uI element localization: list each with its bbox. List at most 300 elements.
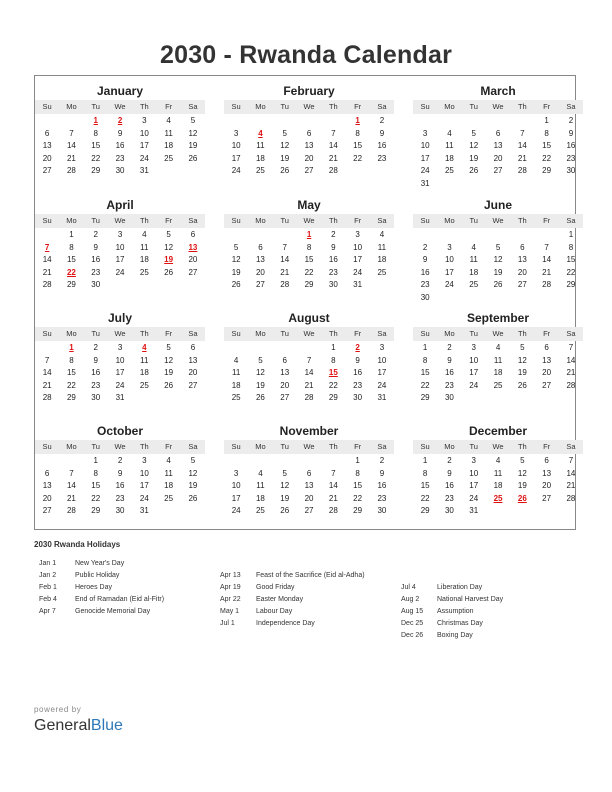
day-cell: 22 (353, 153, 363, 163)
day-cell: 5 (233, 242, 239, 252)
weekday-header (413, 214, 583, 228)
empty-cell (486, 229, 510, 242)
holiday-day: 2 (117, 116, 123, 125)
month-march (413, 82, 583, 191)
day-cell: 8 (93, 468, 98, 478)
day-cell: 8 (69, 242, 74, 252)
weekday-label: Sa (188, 329, 198, 338)
day-cell: 29 (542, 166, 552, 176)
day-cell: 16 (444, 481, 454, 491)
day-cell: 19 (255, 380, 265, 390)
day-cell: 28 (42, 280, 52, 290)
holiday-date: Dec 25 (401, 620, 424, 627)
day-cell: 27 (42, 166, 52, 176)
day-cell: 6 (495, 128, 501, 138)
empty-cell (321, 455, 345, 468)
day-cell: 1 (69, 230, 74, 239)
day-cell: 24 (115, 267, 125, 277)
day-cell: 12 (188, 468, 198, 478)
day-cell: 29 (566, 280, 576, 290)
day-cell: 9 (422, 255, 428, 265)
day-cell: 2 (93, 230, 98, 239)
day-cell: 29 (91, 506, 101, 516)
weekday-label: Th (517, 216, 527, 225)
day-cell: 5 (471, 128, 476, 138)
day-cell: 19 (188, 481, 198, 491)
holiday-day: 1 (69, 343, 74, 352)
weekday-label: Mo (66, 329, 77, 338)
day-cell: 9 (117, 128, 123, 138)
holiday-date: Aug 15 (401, 608, 424, 615)
day-cell: 29 (353, 506, 363, 516)
weekday-header (35, 327, 205, 341)
holiday-column (39, 558, 164, 618)
day-cell: 21 (42, 267, 52, 277)
month-name: April (106, 198, 134, 212)
day-cell: 30 (91, 280, 101, 290)
day-cell: 15 (353, 481, 363, 491)
day-cell: 5 (258, 355, 263, 365)
day-cell: 24 (231, 506, 241, 516)
holiday-name: End of Ramadan (Eid al-Fitr) (75, 596, 165, 603)
weekday-label: Fr (543, 329, 551, 338)
day-cell: 24 (139, 153, 149, 163)
holiday-name: Good Friday (256, 584, 295, 591)
day-cell: 25 (493, 380, 503, 390)
day-cell: 17 (115, 255, 125, 265)
day-cell: 28 (328, 506, 338, 516)
weekday-label: We (492, 442, 504, 451)
day-cell: 12 (517, 355, 527, 365)
day-cell: 16 (566, 141, 576, 151)
day-cell: 16 (444, 368, 454, 378)
day-cell: 11 (445, 141, 454, 151)
empty-cell (248, 115, 272, 128)
holiday-day: 1 (306, 230, 312, 239)
day-cell: 5 (520, 456, 525, 465)
day-cell: 30 (353, 393, 363, 403)
day-cell: 5 (190, 116, 196, 125)
day-cell: 12 (469, 141, 479, 151)
day-cell: 20 (493, 153, 503, 163)
month-name: November (279, 424, 339, 438)
day-cell: 26 (164, 267, 174, 277)
weekday-label: Mo (66, 216, 77, 225)
day-cell: 5 (166, 230, 171, 239)
day-cell: 2 (331, 230, 336, 239)
empty-cell (35, 229, 59, 242)
day-cell: 5 (166, 343, 171, 352)
day-cell: 15 (91, 141, 101, 151)
holiday-name: Easter Monday (256, 596, 304, 603)
day-cell: 13 (304, 141, 314, 151)
day-cell: 22 (66, 380, 76, 390)
day-cell: 9 (379, 468, 385, 478)
day-cell: 19 (164, 368, 174, 378)
day-cell: 9 (93, 355, 98, 365)
weekday-label: We (492, 329, 504, 338)
empty-cell (273, 229, 297, 242)
day-cell: 7 (331, 128, 336, 138)
day-cell: 21 (304, 380, 314, 390)
day-cell: 3 (233, 468, 239, 478)
day-cell: 25 (444, 166, 454, 176)
day-cell: 30 (566, 166, 576, 176)
day-cell: 4 (258, 468, 263, 478)
day-cell: 24 (469, 493, 479, 503)
weekday-label: Su (420, 102, 430, 111)
day-cell: 23 (444, 493, 454, 503)
day-cell: 31 (115, 393, 125, 403)
day-cell: 5 (190, 456, 196, 465)
day-cell: 11 (140, 242, 149, 252)
day-cell: 28 (566, 380, 576, 390)
day-cell: 27 (42, 506, 52, 516)
day-cell: 17 (139, 141, 149, 151)
day-cell: 17 (444, 267, 454, 277)
day-cell: 6 (258, 242, 263, 252)
empty-cell (297, 115, 321, 128)
weekday-label: Mo (444, 329, 455, 338)
holiday-name: Heroes Day (75, 584, 112, 591)
holiday-date: Aug 2 (401, 596, 420, 603)
day-cell: 29 (420, 506, 430, 516)
holiday-day: 26 (517, 493, 527, 503)
day-cell: 8 (422, 468, 428, 478)
day-cell: 4 (142, 230, 147, 239)
day-cell: 25 (469, 280, 479, 290)
empty-cell (248, 229, 272, 242)
day-cell: 6 (544, 343, 549, 352)
day-cell: 10 (469, 355, 479, 365)
day-cell: 19 (280, 493, 290, 503)
holiday-day: 4 (258, 128, 263, 138)
holiday-row (401, 606, 503, 618)
day-cell: 25 (164, 493, 174, 503)
weekday-label: We (303, 102, 315, 111)
weekday-label: Fr (354, 216, 362, 225)
day-cell: 8 (422, 355, 428, 365)
weekday-header (413, 440, 583, 454)
holiday-row (401, 582, 503, 594)
day-cell: 19 (469, 153, 479, 163)
day-cell: 4 (233, 355, 239, 365)
day-cell: 14 (517, 141, 527, 151)
powered-by-text: powered by (34, 705, 82, 714)
empty-cell (59, 115, 83, 128)
day-cell: 17 (469, 481, 479, 491)
holiday-date: Jul 4 (401, 584, 416, 591)
day-cell: 25 (164, 153, 174, 163)
day-cell: 24 (469, 380, 479, 390)
weekday-label: Tu (469, 329, 478, 338)
holiday-day: 1 (93, 116, 98, 125)
day-cell: 10 (231, 481, 241, 491)
day-cell: 14 (566, 355, 576, 365)
day-cell: 3 (117, 230, 123, 239)
weekday-label: Su (420, 329, 430, 338)
weekday-label: Sa (566, 216, 576, 225)
day-cell: 19 (517, 481, 527, 491)
day-cell: 24 (444, 280, 454, 290)
day-cell: 31 (139, 166, 149, 176)
weekday-label: Mo (66, 442, 77, 451)
weekday-label: Mo (444, 442, 455, 451)
holiday-day: 1 (355, 116, 360, 125)
weekday-label: Th (517, 442, 527, 451)
day-cell: 10 (377, 355, 387, 365)
weekday-label: Tu (280, 216, 289, 225)
day-cell: 2 (379, 456, 385, 465)
day-cell: 10 (444, 255, 454, 265)
weekday-label: Sa (188, 442, 198, 451)
weekday-label: Mo (255, 102, 266, 111)
empty-cell (297, 342, 321, 355)
holiday-row (39, 570, 164, 582)
weekday-label: Th (517, 329, 527, 338)
day-cell: 30 (444, 506, 454, 516)
day-cell: 22 (328, 380, 338, 390)
day-cell: 12 (493, 255, 503, 265)
day-cell: 13 (188, 355, 198, 365)
day-cell: 9 (93, 242, 98, 252)
day-cell: 10 (139, 468, 149, 478)
holiday-column (401, 582, 503, 642)
month-february (224, 82, 394, 178)
day-cell: 25 (231, 393, 241, 403)
day-cell: 2 (379, 116, 385, 125)
day-cell: 15 (353, 141, 363, 151)
day-cell: 17 (231, 153, 241, 163)
empty-cell (510, 229, 534, 242)
holiday-date: Apr 13 (220, 572, 241, 579)
holiday-day: 4 (142, 343, 147, 352)
weekday-label: Mo (255, 216, 266, 225)
day-cell: 8 (93, 128, 98, 138)
month-name: March (480, 84, 516, 98)
day-cell: 28 (66, 506, 76, 516)
weekday-label: Sa (377, 442, 387, 451)
day-cell: 13 (517, 255, 527, 265)
month-september (413, 309, 583, 405)
weekday-label: Sa (566, 442, 576, 451)
holiday-day: 25 (493, 493, 503, 503)
day-cell: 16 (377, 481, 387, 491)
day-cell: 16 (353, 368, 363, 378)
weekday-label: Mo (66, 102, 77, 111)
day-cell: 25 (255, 166, 265, 176)
month-december (413, 422, 583, 518)
day-cell: 4 (379, 230, 385, 239)
day-cell: 26 (188, 153, 198, 163)
day-cell: 15 (66, 255, 76, 265)
day-cell: 26 (280, 506, 290, 516)
empty-cell (224, 229, 248, 242)
day-cell: 20 (42, 153, 52, 163)
day-cell: 21 (517, 153, 527, 163)
empty-cell (35, 115, 59, 128)
weekday-label: Tu (280, 102, 289, 111)
day-cell: 6 (306, 128, 312, 138)
empty-cell (35, 455, 59, 468)
day-cell: 1 (93, 456, 98, 465)
empty-cell (248, 455, 272, 468)
weekday-label: Sa (377, 329, 387, 338)
day-cell: 2 (117, 456, 123, 465)
day-cell: 11 (377, 242, 387, 252)
holiday-row (220, 582, 365, 594)
weekday-label: We (303, 329, 315, 338)
day-cell: 8 (544, 128, 549, 138)
day-cell: 8 (568, 242, 574, 252)
empty-cell (59, 455, 83, 468)
weekday-label: Tu (469, 216, 478, 225)
weekday-label: Th (328, 329, 338, 338)
weekday-label: Fr (165, 216, 173, 225)
day-cell: 16 (91, 368, 101, 378)
day-cell: 7 (306, 355, 312, 365)
weekday-label: Tu (280, 442, 289, 451)
holiday-row (39, 558, 164, 570)
weekday-label: Sa (188, 216, 198, 225)
day-cell: 24 (377, 380, 387, 390)
day-cell: 2 (447, 343, 452, 352)
day-cell: 21 (328, 153, 338, 163)
empty-cell (297, 455, 321, 468)
day-cell: 30 (115, 506, 125, 516)
empty-cell (486, 115, 510, 128)
weekday-label: Su (420, 216, 430, 225)
day-cell: 14 (280, 255, 290, 265)
day-cell: 23 (444, 380, 454, 390)
day-grid (35, 115, 205, 178)
day-cell: 3 (355, 230, 360, 239)
holiday-row (401, 594, 503, 606)
day-cell: 17 (377, 368, 387, 378)
day-cell: 2 (447, 456, 452, 465)
day-cell: 24 (139, 493, 149, 503)
day-cell: 31 (139, 506, 149, 516)
brand-logo[interactable] (34, 717, 123, 735)
day-cell: 10 (139, 128, 149, 138)
day-cell: 18 (493, 368, 503, 378)
weekday-label: Sa (377, 216, 387, 225)
month-november (224, 422, 394, 518)
holiday-row (220, 570, 365, 582)
day-cell: 26 (255, 393, 265, 403)
empty-cell (224, 455, 248, 468)
holiday-row (39, 582, 164, 594)
weekday-label: We (303, 442, 315, 451)
day-cell: 11 (164, 468, 173, 478)
weekday-label: Sa (566, 102, 576, 111)
day-cell: 11 (256, 481, 265, 491)
weekday-label: Mo (444, 216, 455, 225)
day-cell: 18 (139, 255, 149, 265)
holiday-name: Feast of the Sacrifice (Eid al-Adha) (256, 572, 365, 579)
day-cell: 14 (328, 141, 338, 151)
day-cell: 12 (164, 355, 174, 365)
day-cell: 26 (188, 493, 198, 503)
month-name: May (297, 198, 321, 212)
day-cell: 21 (566, 481, 576, 491)
day-cell: 1 (422, 343, 428, 352)
weekday-label: Sa (188, 102, 198, 111)
day-cell: 22 (420, 380, 430, 390)
day-cell: 11 (231, 368, 241, 378)
day-cell: 23 (377, 493, 387, 503)
month-july (35, 309, 205, 405)
day-cell: 30 (91, 393, 101, 403)
day-cell: 30 (115, 166, 125, 176)
day-cell: 4 (495, 456, 501, 465)
day-cell: 20 (542, 481, 552, 491)
day-cell: 12 (231, 255, 241, 265)
day-cell: 29 (66, 280, 76, 290)
weekday-label: Su (231, 102, 241, 111)
day-cell: 7 (520, 128, 525, 138)
day-cell: 23 (115, 153, 125, 163)
weekday-label: Su (42, 216, 52, 225)
month-name: August (288, 311, 330, 325)
weekday-label: Tu (469, 442, 478, 451)
holiday-column (220, 570, 365, 630)
holiday-row (39, 594, 164, 606)
month-may (224, 196, 394, 292)
day-cell: 7 (331, 468, 336, 478)
day-cell: 20 (188, 368, 198, 378)
weekday-label: Tu (91, 102, 100, 111)
weekday-label: Th (139, 442, 149, 451)
day-cell: 14 (42, 255, 52, 265)
holiday-row (220, 618, 365, 630)
day-cell: 9 (447, 355, 452, 365)
day-cell: 27 (280, 393, 290, 403)
day-cell: 11 (140, 355, 149, 365)
day-grid (35, 455, 205, 518)
day-cell: 20 (517, 267, 527, 277)
day-cell: 6 (282, 355, 287, 365)
day-cell: 10 (353, 242, 363, 252)
holidays-title: 2030 Rwanda Holidays (34, 540, 121, 549)
day-cell: 4 (166, 456, 171, 465)
day-cell: 7 (44, 355, 50, 365)
empty-cell (273, 455, 297, 468)
day-cell: 1 (422, 456, 428, 465)
day-cell: 26 (280, 166, 290, 176)
day-cell: 19 (493, 267, 503, 277)
day-cell: 21 (66, 153, 76, 163)
day-grid (413, 342, 583, 405)
day-cell: 15 (420, 368, 430, 378)
month-april (35, 196, 205, 292)
holiday-row (220, 606, 365, 618)
weekday-header (35, 214, 205, 228)
day-cell: 13 (42, 481, 52, 491)
day-cell: 28 (517, 166, 527, 176)
day-grid (413, 115, 583, 191)
weekday-header (224, 440, 394, 454)
day-cell: 14 (66, 481, 76, 491)
day-cell: 13 (304, 481, 314, 491)
day-cell: 24 (353, 267, 363, 277)
day-cell: 21 (66, 493, 76, 503)
holiday-date: Feb 1 (39, 584, 57, 591)
day-cell: 1 (331, 343, 336, 352)
day-cell: 17 (353, 255, 363, 265)
weekday-label: Mo (255, 329, 266, 338)
holiday-name: Assumption (437, 608, 474, 615)
